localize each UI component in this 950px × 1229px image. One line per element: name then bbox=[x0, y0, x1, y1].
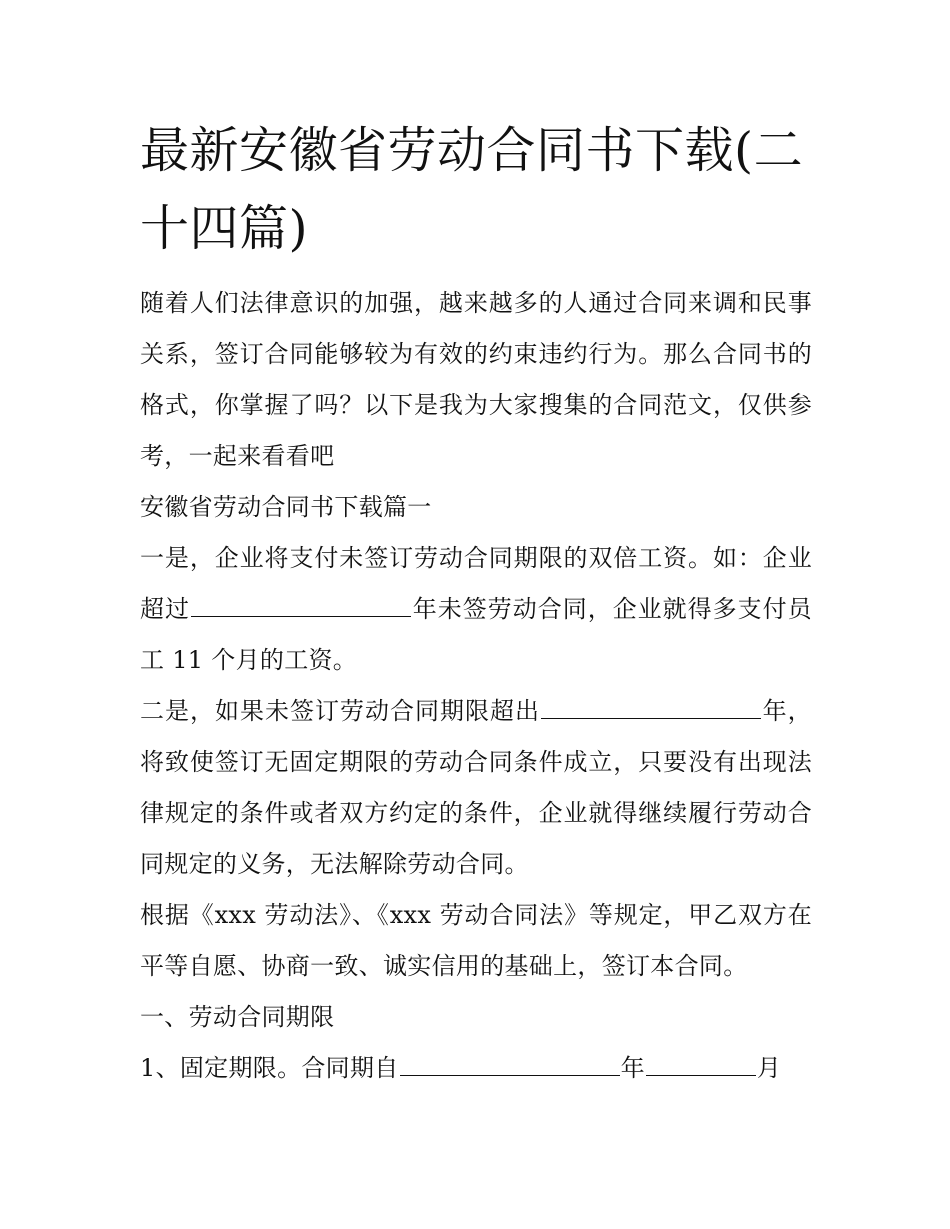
paragraph-text: 一是，企业将支付未签订劳动合同期限的双倍工资。如：企业超过 bbox=[140, 544, 812, 623]
fill-in-blank bbox=[400, 1051, 620, 1076]
fill-in-blank bbox=[541, 694, 761, 719]
paragraph-text: 二是，如果未签订劳动合同期限超出 bbox=[140, 697, 540, 725]
paragraph-open-term bbox=[140, 686, 812, 890]
paragraph-text: 月 bbox=[756, 1054, 782, 1082]
paragraph-legal-basis: 根据《xxx 劳动法》、《xxx 劳动合同法》等规定，甲乙双方在平等自愿、协商一致、诚实信用的基础上，签订本合同。 bbox=[140, 901, 812, 980]
paragraph-text: 年，将致使签订无固定期限的劳动合同条件成立，只要没有出现法律规定的条件或者双方约定的条件，企业就得继续履行劳动合同规定的义务，无法解除劳动合同。 bbox=[140, 697, 812, 878]
intro-paragraph: 随着人们法律意识的加强，越来越多的人通过合同来调和民事关系，签订合同能够较为有效的约束违约行为。那么合同书的格式，你掌握了吗？以下是我为大家搜集的合同范文，仅供参考，一起来看看吧 bbox=[140, 289, 812, 470]
paragraph-text: 年未签劳动合同，企业就得多支付员工 11 个月的工资。 bbox=[140, 595, 812, 674]
document-page bbox=[140, 112, 812, 1094]
item-heading: 一、劳动合同期限 bbox=[140, 1003, 335, 1031]
section-heading: 安徽省劳动合同书下载篇一 bbox=[140, 493, 432, 521]
paragraph-text: 1、固定期限。合同期自 bbox=[140, 1054, 399, 1082]
paragraph-fixed-term bbox=[140, 1043, 812, 1094]
fill-in-blank bbox=[646, 1051, 756, 1076]
paragraph-double-wage bbox=[140, 533, 812, 686]
document-title: 最新安徽省劳动合同书下载(二十四篇) bbox=[140, 122, 804, 257]
paragraph-text: 年 bbox=[620, 1054, 645, 1082]
fill-in-blank bbox=[191, 592, 411, 617]
